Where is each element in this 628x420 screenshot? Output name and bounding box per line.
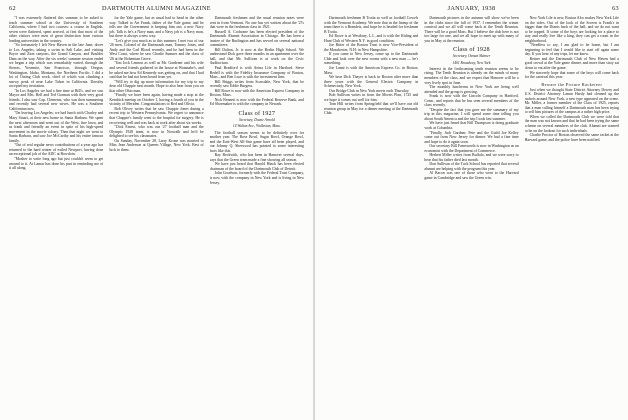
class-1928-secretary: Secretary, Osmun Skinner — [452, 54, 491, 59]
paragraph: Tom Hill writes from Springfield that we'll have our old reunion group in May for a dinner meeting at the Dartmouth Club. — [324, 102, 419, 116]
paragraph: "Needless to say, I am glad to be home, but I am beginning to feel that I would like to start off again some day. If you hear of any trips, let me know. — [524, 43, 619, 57]
paragraph: Bob Sullivan writes in from the Morris Plan, 1725 and we hope it comes out well for him. — [324, 93, 419, 102]
paragraph: Frank is now with the Lincoln Company in Hartford, Conn., and reports that he has seen several members of the class recently. — [424, 94, 519, 108]
left-page-columns — [9, 16, 304, 416]
paragraph: Charlie Proctor of Boston observed the same racket at the Harvard game, and the police have been notified. — [524, 133, 619, 142]
paragraph: Dartmouth freshmen B Trotta as well as football Cowels with the Vermont Academy. We note that in the lineup of the team there is a Brandeis, and hope he is headed for freshmen B Trotta. — [324, 16, 419, 34]
paragraph: Our Bridge Club in New York meets each Thursday. — [329, 88, 410, 93]
paragraph: Reiner and the Dartmouth Club of New Haven had a good crowd at the Yale game dinner, and more than sixty sat down to eat after the game. — [524, 56, 619, 71]
left-column-2 — [109, 16, 203, 416]
running-title-right: JANUARY, 1938 — [447, 5, 496, 12]
paragraph: Just when we thought State District Attorney Dewey and U.S. District Attorney Lamar Hardy had cleaned up the rackets around New York, a new type appeared on the scene. Mr. Miller, a former member of the Class of 1925, reports that a man calling himself a Dartmouth man has been trying to sell him pictures of the campus at a rather high price. — [524, 87, 619, 115]
page-number-right: 63 — [612, 5, 619, 12]
class-1928-heading: Class of 1928 — [453, 46, 490, 54]
running-head-left — [9, 5, 304, 13]
paragraph: New York Life is new, Boston Alco makes New York Life on the sides. Out of the look of the Screen is Frank's in bigger than the Dianis back of the hall, and we do not want to be topped. If some of the boys are looking for a place to stay and really live like a king, they can get a room in the neighborhood. — [524, 16, 619, 43]
paragraph: Bill Briggs writes from Scarsdale, New York, that he recently saw Eddie Burgess. — [209, 79, 304, 89]
paragraph: "On leaving Los Angeles, we had lunch with Charley and Mary Stuart, at their new home in Santa Barbara. We spent the next afternoon and went out of the West, fine lawn, and as frank and friendly an event in spite of his high-speed movement in the movie colony. Then that night we went to Santa Barbara, and saw Joe McCarthy and his entire famous family. — [9, 111, 104, 143]
paragraph: Dartmouth pictures in the autumn will show we've been in the clubs since the fall of 1937. I remember the winter carnival and we all will come back at the Tenth Reunion. There will be a good Mass. But I believe the club here is not too large for one, and we all hope to meet up with many of you in May at the reunion. — [424, 16, 519, 43]
running-title-left: DARTMOUTH ALUMNI MAGAZINE — [102, 5, 211, 12]
paragraph: When we called the Dartmouth Club we were told that the man was not known and that he had been trying the same scheme on several members of the club. Alumni are warned to be on the lookout for such individuals. — [524, 114, 619, 133]
paragraph: "Jim Jock Lennon as well as Mr. Gardener and his wife and several friends gathered in the house at Watanabe's, and he asked me how Ed Kennedy was getting on, and that I had said that he had not been heard from yet. — [109, 61, 204, 80]
class-1927-heading: Class of 1927 — [238, 109, 276, 117]
paragraph: We hear Dick Thayer is back in Boston after more than three years with the General Electric Company in Schenectady, New York. — [324, 75, 419, 89]
paragraph: Our secretary Bill Farnsworth is now in Washington as an economist with the Department of Commerce. — [424, 144, 519, 153]
left-column-3 — [210, 16, 304, 416]
paragraph: Paul Bradford is with Aetna Life in Hartford. Steve Bedell is with the Fidelity Insurance Company of Boston, Mass., and Ben Luce is with the investment firm. — [209, 66, 304, 80]
paragraph: Ed Rowe is at Westbury, L.I., and is with the Riding and Hunt Club of Western N.Y. in good condition. — [324, 34, 419, 43]
paragraph: Bob Olivey writes that he saw Chappie Jones during a recent trip to Western Pennsylvania. We regret to announce that Chappie's family went to the hospital for surgery. He is recovering well and was back at work after about six weeks. — [109, 106, 204, 125]
paragraph: The monthly luncheons in New York are being well attended and the group is growing. — [424, 85, 519, 94]
paragraph: Joe Lanni is with the American Express Co. in Boston, Mass. — [324, 66, 419, 75]
class-1927-address: 14 Walton Ave., Wollaston, Mass. — [232, 124, 281, 129]
paragraph: "Finally, Jack Gardner, Pete and the Guild Joe Kelley came out from New Jersey for dinner. We had a fine time and hope to do it again soon. — [424, 130, 519, 144]
paragraph: We sincerely hope that some of the boys will come back for the carnival this year. — [524, 70, 619, 80]
paragraph: Interest in the forthcoming tenth reunion seems to be rising. The Tenth Reunion is already on the minds of many members of the class, and we expect that Hanover will be a very lively spot in June. — [424, 66, 519, 85]
right-column-3 — [525, 16, 619, 416]
paragraph: Don Sullivan of the Tuck School has reported that several alumni are helping with the program this year. — [424, 162, 519, 171]
paragraph: John Goodwin, formerly with the Federal Trust Company, is now with the company in New York and is living in New Jersey. — [209, 171, 304, 185]
right-column-1 — [324, 16, 418, 416]
right-column-2 — [424, 16, 518, 416]
left-page — [0, 0, 313, 420]
beware-picture-racketeer-heading: Beware the Picture Racketeer — [541, 81, 603, 87]
paragraph: If you came to New Jersey, come up to the Dartmouth Club and look over the new rooms with a new man — he's something. — [324, 52, 419, 66]
running-head-right — [324, 5, 619, 13]
paragraph: Herbert Miller writes from Buffalo, and we were sorry to hear that his father died last month. — [424, 153, 519, 162]
paragraph: Bill Rowe is now with the American Express Company in Boston, Mass. — [209, 88, 304, 98]
paragraph: Joe Ritter of the Boston Trust is new Vice-President of the Manchester, N.H. in New Hampshire. — [324, 43, 419, 52]
paragraph: "Dick Ernest, who was our '27 football man and the Olympic 1928 team, is now in Norwalk and he'd be delighted to see his classmates. — [109, 125, 204, 139]
right-page-columns — [324, 16, 619, 416]
paragraph: "Finally we have been again, having made a stop at the Kendrick meetup on October 1, having a fourth of you in the vicinity of Meriden. Congratulations to Red and Olivia. — [109, 93, 204, 107]
class-1927-secretary: Secretary, Doane Arnold — [239, 117, 275, 122]
paragraph: Russell A. Cochrane has been elected president of the Dartmouth Alumni Association in Chicago. He has been a trustee of the Burlington and has served on several national committees. — [209, 29, 304, 48]
paragraph: "I was extremely flattered this summer to be asked to teach summer school at the University of Southern California, where I had two courses: a course in English, seven were flattered, spent arrived, at first that most of the other visitors were men of great distinction from various leading universities in the country. — [9, 16, 104, 43]
paragraph: "So fortunately I left New Haven in the late June, drove to Los Angeles, taking a swim in Salt Lake, and visiting Bryce and Zion canyons, the Grand Canyon, and Boulder Dam on the way. After the six weeks' summer session ended we began a trip which was remarkably varied, through the Sierras, Yosemite, San Francisco, through Oregon, Washington, Idaho, Montana, the Northern Pacific. I did a lot of Outing Club work, chief of which was climbing a snowy peak of near Lake Tahoe in California. Dorothy accepted my invitation. — [9, 43, 104, 89]
paragraph: "In Los Angeles we had a fine time at Bill's, and we saw Mayor and Mrs. Bell and Ted Gorman with their very good friends. I also saw Cap. Clements, who was then summering and recently had several new wives. He was a Southern Californian now. — [9, 88, 104, 111]
paragraph: for the Yale game, but as usual had to head in the other way. Talked to Art Frank, father of the Yale game, and he tells me the Government is keeping him out; a new Navy job. Talk is he's a Navy man, and a Navy job is a Navy man, but there is always a new way. — [109, 16, 204, 39]
paragraph: "Will try to dig up more information for my trip to my dear old Chappie next month. Hope to also hear from you on that other Ohio man. — [109, 79, 204, 93]
paragraph: We have just heard that Bill Thompson is doing graduate work at Columbia. — [424, 121, 519, 130]
paragraph: "Mosher to write long ago but just couldn't seem to get around to it. At Lamar has done his part in reminding me of it all along. — [9, 156, 104, 171]
left-column-1 — [9, 16, 103, 416]
paragraph: We have just heard that Harold Hinck has been elected chairman of the board of the Dartmouth Club of Detroit. — [209, 162, 304, 171]
paragraph: The football season seems to be definitely over for another year. The Rose Bowl, Sugar Bowl, Orange Bowl, and the East-West All-Star game have all been played, and our Johnny Q. Sherwood has pointed to some interesting facts like this. — [209, 130, 304, 153]
paragraph: Bill Dalton, Jr. is now at the Berlin High School. We understand Dick gave three months in an apartment over the hall, and that Mr. Sullivan is at work on the Civic Auditorium. — [209, 47, 304, 66]
right-page — [315, 0, 628, 420]
paragraph: Ray Beckwith, who has been in Hanover several days, says that the Green team made a fine showing all season. — [209, 153, 304, 162]
paragraph: "Despite the fact that you gave me the summary of my trip in this magazine, I will spend some time telling you about South America and the trip I took last summer. — [424, 107, 519, 121]
page-number-left: 62 — [9, 5, 16, 12]
paragraph: "Out of real regular news contributions of a year ago has returned to the hard winter of exiled Newport, having done an exceptional job of the ADC at Bowdoin. — [9, 143, 104, 157]
paragraph: "Let's give you much as to this summer. I met two of our '26 men, Colonel of the Dartmouth man, Tommy Jones, and Andy and the Carl Blood recently, and he had been in the West Coast, where he saw Charlie Sumner and the class of '26 at the Bohemian Grove. — [109, 38, 204, 61]
paragraph: Nick Bennett is now with the Federal Reserve Bank, and Ed Shoemaker is with the company in Newark. — [209, 97, 304, 107]
class-1928-address: 1401 Broadway, New York — [452, 60, 491, 65]
paragraph: Al Bacon was one of those who went to the Harvard game in Cambridge and saw the Green win. — [424, 171, 519, 180]
paragraph: On Sunday, November 28, Larry Krone was married to Miss Jean Anderson at Queens Village, New York. Best of luck to them. — [109, 138, 204, 152]
paragraph: Dartmouth freshmen and the usual reunion notes were sent in from Vermont. No one has yet written about the '27s that were in the freshman class in 1921. — [209, 16, 304, 30]
